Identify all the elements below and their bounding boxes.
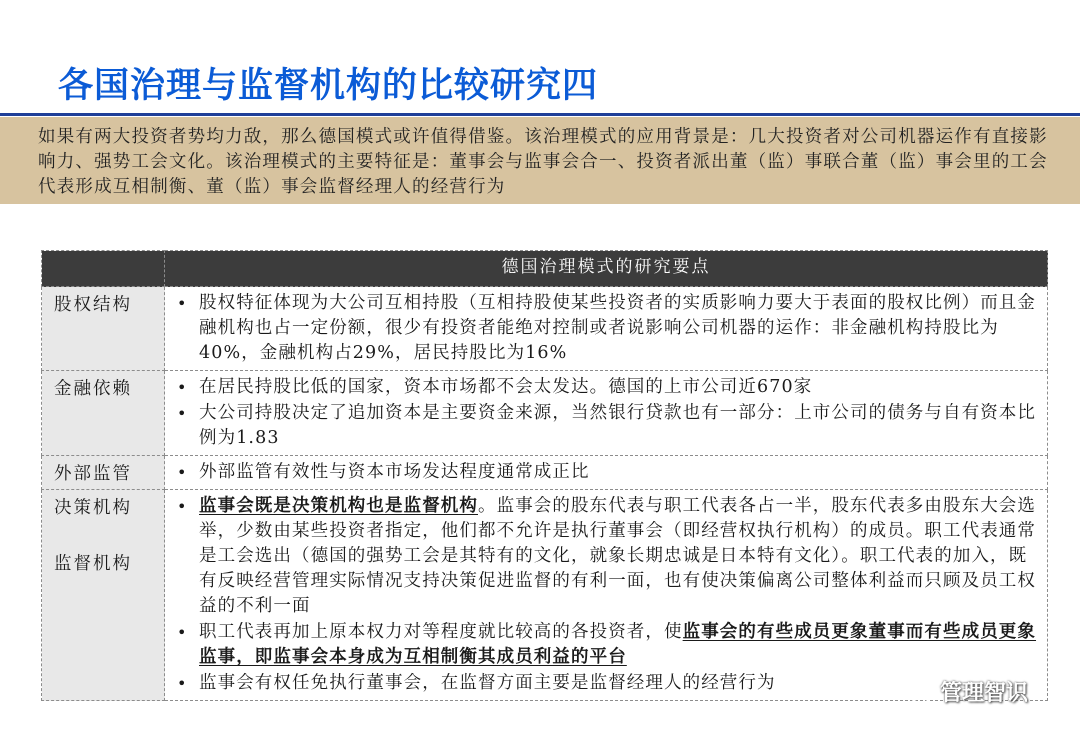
table-corner-cell [42, 251, 165, 287]
bullet-item: • 在居民持股比低的国家，资本市场都不会太发达。德国的上市公司近670家 [173, 375, 1037, 400]
watermark [898, 676, 1028, 707]
bullet-item: • 外部监管有效性与资本市场发达程度通常成正比 [173, 460, 1037, 485]
bullet-item [173, 494, 1037, 619]
table-header-row [42, 251, 1048, 287]
wechat-icon [898, 677, 934, 707]
summary-banner: 如果有两大投资者势均力敌，那么德国模式或许值得借鉴。该治理模式的应用背景是：几大投资者对公司机器运作有直接影响力、强势工会文化。该治理模式的主要特征是：董事会与监事会合一、投资者派出董（监）事联合董（监）事会里的工会代表形成互相制衡、董（监）事会监督经理人的经营行为 [0, 117, 1080, 204]
table-header: 德国治理模式的研究要点 [165, 251, 1048, 287]
bullet-item: • 大公司持股决定了追加资本是主要资金来源，当然银行贷款也有一部分：上市公司的债务与自有资本比例为1.83 [173, 401, 1037, 451]
row-label-decision: 决策机构 [54, 498, 132, 518]
row-content [165, 456, 1048, 490]
bullet-text: 。监事会的股东代表与职工代表各占一半，股东代表多由股东大会选举，少数由某些投资者指定，他们都不允许是执行董事会（即经营权执行机构）的成员。职工代表通常是工会选出（德国的强势工会是其特有的文化，就象长期忠诚是日本特有文化）。职工代表的加入，既有反映经营管理实际情况支持决策促进监督的有利一面，也有使决策偏离公司整体利益而只顾及员工权益的不利一面 [199, 496, 1036, 616]
table-row [42, 287, 1048, 371]
table-row [42, 456, 1048, 490]
table-row [42, 371, 1048, 456]
page-title: 各国治理与监督机构的比较研究四 [58, 66, 599, 106]
bullet-text: 监事会有权任免执行董事会，在监督方面主要是监督经理人的经营行为 [199, 673, 776, 693]
bullet-item [173, 620, 1037, 670]
bullet-text: 职工代表再加上原本权力对等程度就比较高的各投资者，使 [199, 622, 683, 642]
bullet-item: • 股权特征体现为大公司互相持股（互相持股使某些投资者的实质影响力要大于表面的股权比例）而且金融机构也占一定份额，很少有投资者能绝对控制或者说影响公司机器的运作：非金融机构持股比为40%，金融机构占29%，居民持股比为16% [173, 291, 1037, 366]
row-content [165, 287, 1048, 371]
watermark-text: 管理智识 [940, 681, 1029, 706]
row-label [42, 490, 165, 701]
title-divider [0, 113, 1080, 116]
research-points-table [41, 250, 1048, 701]
row-label-supervision: 监督机构 [54, 554, 132, 574]
row-label: 外部监管 [42, 456, 165, 490]
table-row [42, 490, 1048, 701]
row-label: 股权结构 [42, 287, 165, 371]
row-label: 金融依赖 [42, 371, 165, 456]
row-content [165, 490, 1048, 701]
highlight-text: 监事会的有些成员更象董事而有些成员更象监事，即监事会本身成为互相制衡其成员利益的平台 [199, 622, 1037, 667]
row-content [165, 371, 1048, 456]
highlight-text: 监事会既是决策机构也是监督机构 [199, 496, 478, 516]
